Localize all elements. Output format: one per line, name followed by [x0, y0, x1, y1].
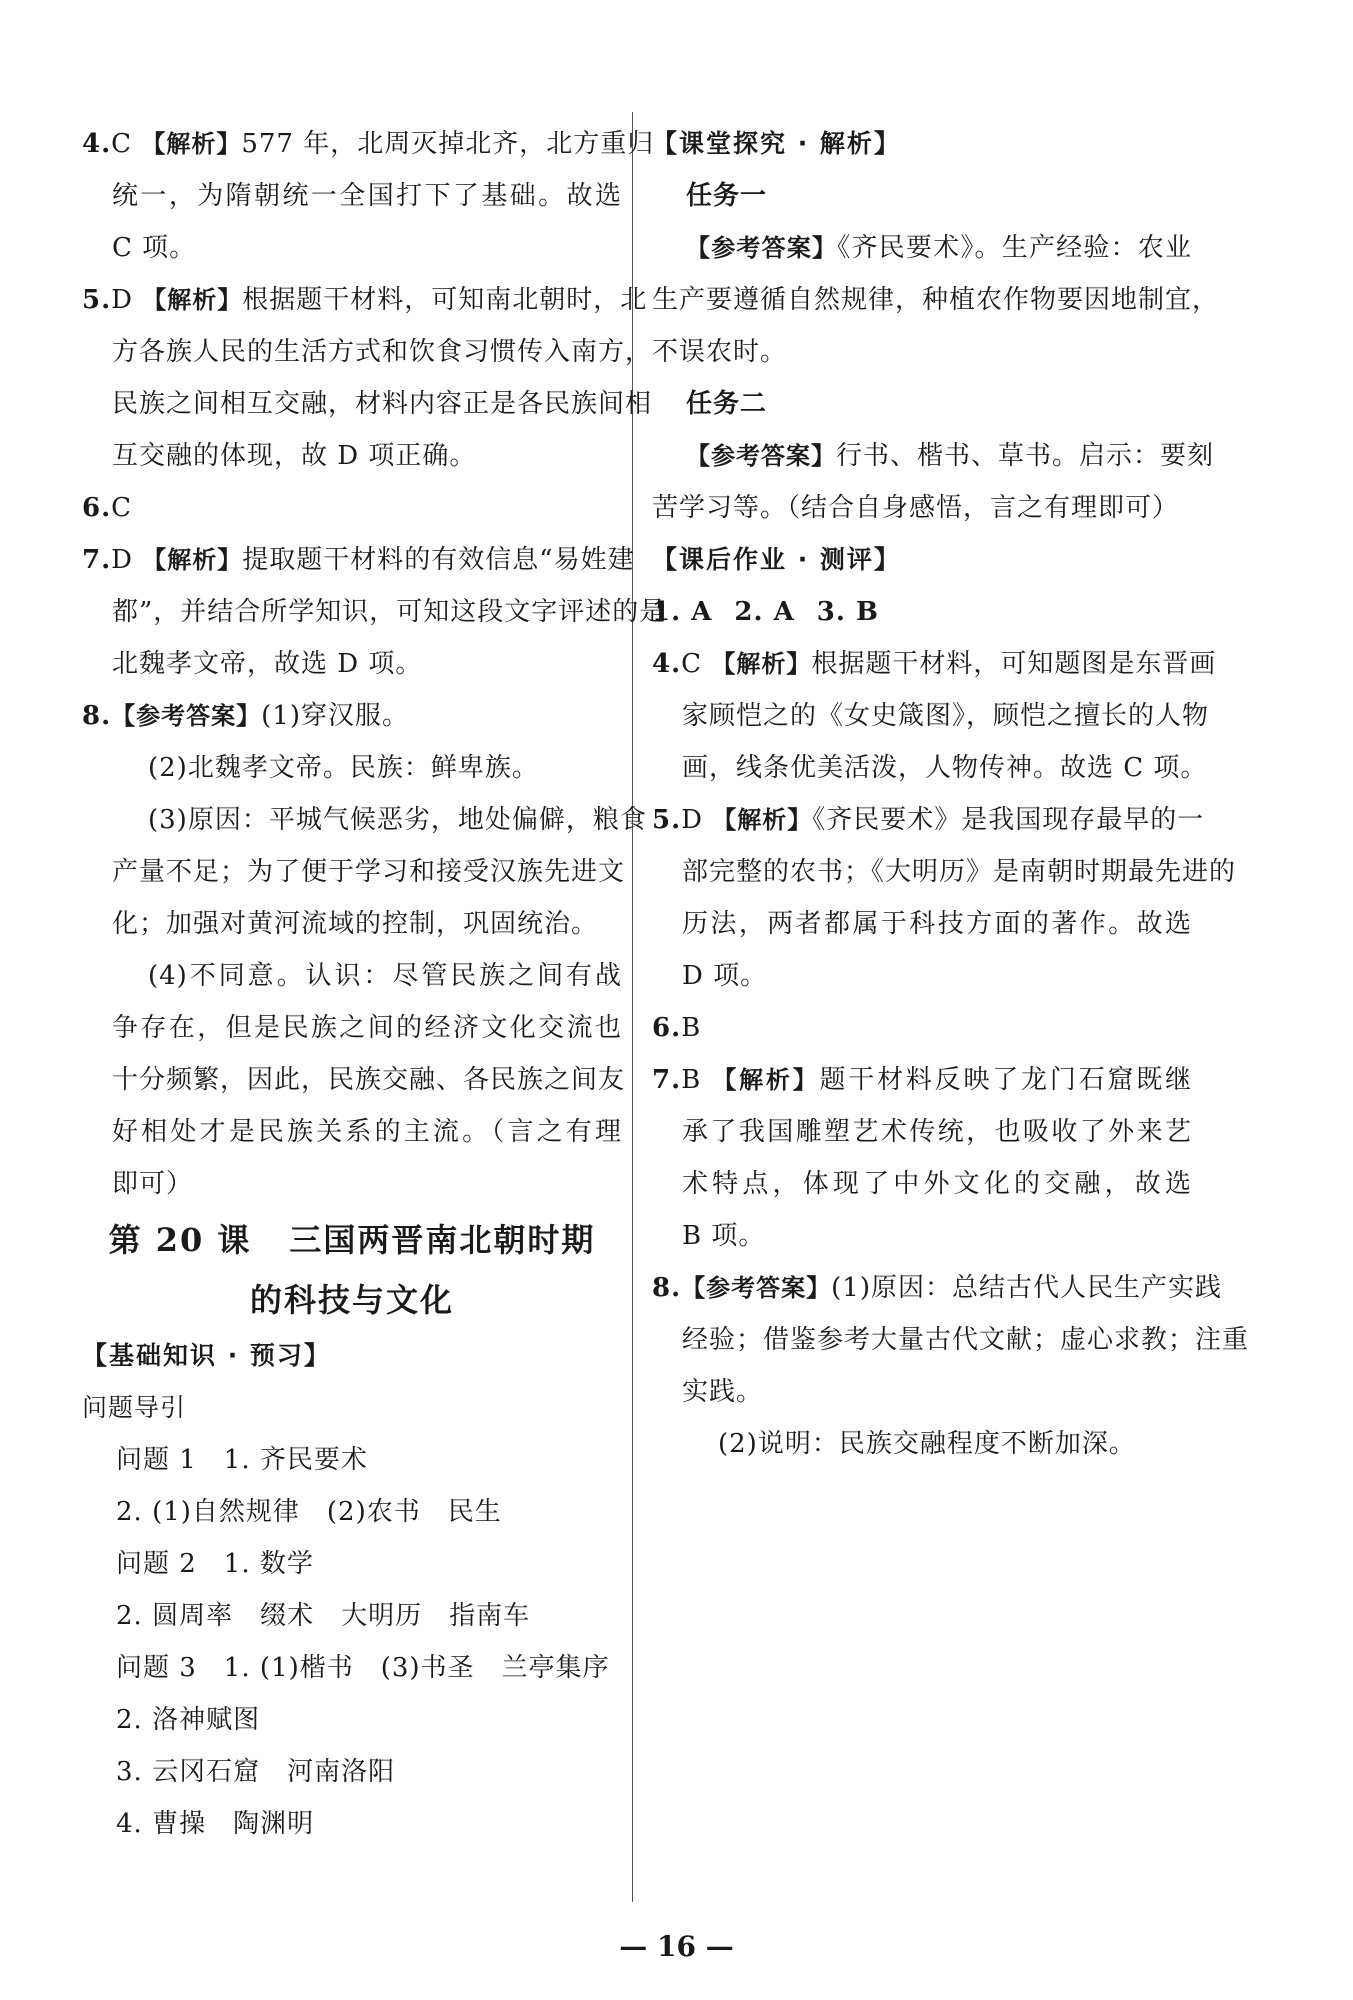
answer-8-line: 8.【参考答案】(1)穿汉服。 [82, 701, 409, 731]
answer-4-line: 统一，为隋朝统一全国打下了基础。故选 [112, 181, 622, 211]
answer-8-line: 争存在，但是民族之间的经济文化交流也 [112, 1013, 622, 1043]
answer-8-line: 好相处才是民族关系的主流。（言之有理 [112, 1117, 622, 1147]
hw-answer-5-line: 历法，两者都属于科技方面的著作。故选 [682, 909, 1192, 939]
lesson-title: 第 20 课 三国两晋南北朝时期 [108, 1221, 596, 1259]
answer-8-line: (4)不同意。认识：尽管民族之间有战 [148, 961, 622, 991]
task1-line: 【参考答案】《齐民要术》。生产经验：农业 [686, 233, 1192, 263]
guide-row: 问题 3 1. (1)楷书 (3)书圣 兰亭集序 [116, 1653, 610, 1683]
hw-answer-4-line: 画，线条优美活泼，人物传神。故选 C 项。 [682, 753, 1208, 783]
hw-answer-5-line: 部完整的农书；《大明历》是南朝时期最先进的 [682, 857, 1237, 887]
answer-6-line: 6.C [82, 493, 133, 523]
hw-answer-5-line: D 项。 [682, 961, 768, 991]
task1-line: 生产要遵循自然规律，种植农作物要因地制宜， [652, 285, 1220, 315]
mc-answers: 1. A 2. A 3. B [652, 597, 879, 627]
answer-5-line: 方各族人民的生活方式和饮食习惯传入南方， [112, 337, 653, 367]
left-column [82, 118, 667, 1850]
hw-answer-6-line: 6.B [652, 1013, 702, 1043]
answer-8-line: 即可） [112, 1169, 194, 1199]
answer-5-line: 5.D 【解析】根据题干材料，可知南北朝时，北 [82, 285, 648, 315]
hw-answer-4-line: 4.C 【解析】根据题干材料，可知题图是东晋画 [652, 649, 1217, 679]
task1-line: 不误农时。 [652, 337, 788, 367]
hw-answer-8-line: 8.【参考答案】(1)原因：总结古代人民生产实践 [652, 1273, 1222, 1303]
hw-answer-8-line: (2)说明：民族交融程度不断加深。 [718, 1429, 1136, 1459]
guide-row: 问题 1 1. 齐民要术 [116, 1445, 368, 1475]
page-number: — 16 — [619, 1930, 734, 1963]
guide-row: 4. 曹操 陶渊明 [116, 1809, 315, 1839]
answer-5-line: 互交融的体现，故 D 项正确。 [112, 441, 477, 471]
section-heading: 【课堂探究 · 解析】 [652, 129, 901, 158]
task2-line: 苦学习等。（结合自身感悟，言之有理即可） [652, 493, 1180, 523]
answer-8-line: (2)北魏孝文帝。民族：鲜卑族。 [148, 753, 539, 783]
answer-8-line: (3)原因：平城气候恶劣，地处偏僻，粮食 [148, 805, 647, 835]
hw-answer-7-line: 术特点，体现了中外文化的交融，故选 [682, 1169, 1192, 1199]
hw-answer-5-line: 5.D 【解析】《齐民要术》是我国现存最早的一 [652, 805, 1205, 835]
hw-answer-8-line: 经验；借鉴参考大量古代文献；虚心求教；注重 [682, 1325, 1250, 1355]
guide-row: 问题 2 1. 数学 [116, 1549, 314, 1579]
guide-row: 2. 洛神赋图 [116, 1705, 261, 1735]
answer-4-line: C 项。 [112, 233, 197, 263]
guide-label: 问题导引 [82, 1393, 187, 1422]
guide-row: 3. 云冈石窟 河南洛阳 [116, 1757, 396, 1787]
guide-row: 2. (1)自然规律 (2)农书 民生 [116, 1497, 502, 1527]
answer-4-line: 4.C 【解析】577 年，北周灭掉北齐，北方重归 [82, 129, 655, 159]
task-label: 任务二 [686, 389, 768, 419]
guide-row: 2. 圆周率 缀术 大明历 指南车 [116, 1601, 531, 1631]
answer-7-line: 北魏孝文帝，故选 D 项。 [112, 649, 423, 679]
answer-7-line: 7.D 【解析】提取题干材料的有效信息“易姓建 [82, 545, 635, 575]
right-column [652, 118, 1250, 1470]
task-label: 任务一 [686, 181, 768, 211]
section-heading: 【基础知识 · 预习】 [82, 1341, 331, 1370]
hw-answer-4-line: 家顾恺之的《女史箴图》，顾恺之擅长的人物 [682, 701, 1210, 731]
answer-8-line: 化；加强对黄河流域的控制，巩固统治。 [112, 909, 599, 939]
section-heading: 【课后作业 · 测评】 [652, 545, 901, 574]
hw-answer-7-line: B 项。 [682, 1221, 766, 1251]
task2-line: 【参考答案】行书、楷书、草书。启示：要刻 [686, 441, 1215, 471]
lesson-title: 的科技与文化 [249, 1281, 454, 1319]
hw-answer-7-line: 承了我国雕塑艺术传统，也吸收了外来艺 [682, 1117, 1192, 1147]
answer-8-line: 产量不足；为了便于学习和接受汉族先进文 [112, 857, 626, 887]
hw-answer-8-line: 实践。 [682, 1377, 764, 1407]
answer-8-line: 十分频繁，因此，民族交融、各民族之间友 [112, 1065, 626, 1095]
answer-7-line: 都”，并结合所学知识，可知这段文字评述的是 [112, 597, 667, 627]
hw-answer-7-line: 7.B 【解析】题干材料反映了龙门石窟既继 [652, 1065, 1192, 1095]
answer-5-line: 民族之间相互交融，材料内容正是各民族间相 [112, 389, 653, 419]
